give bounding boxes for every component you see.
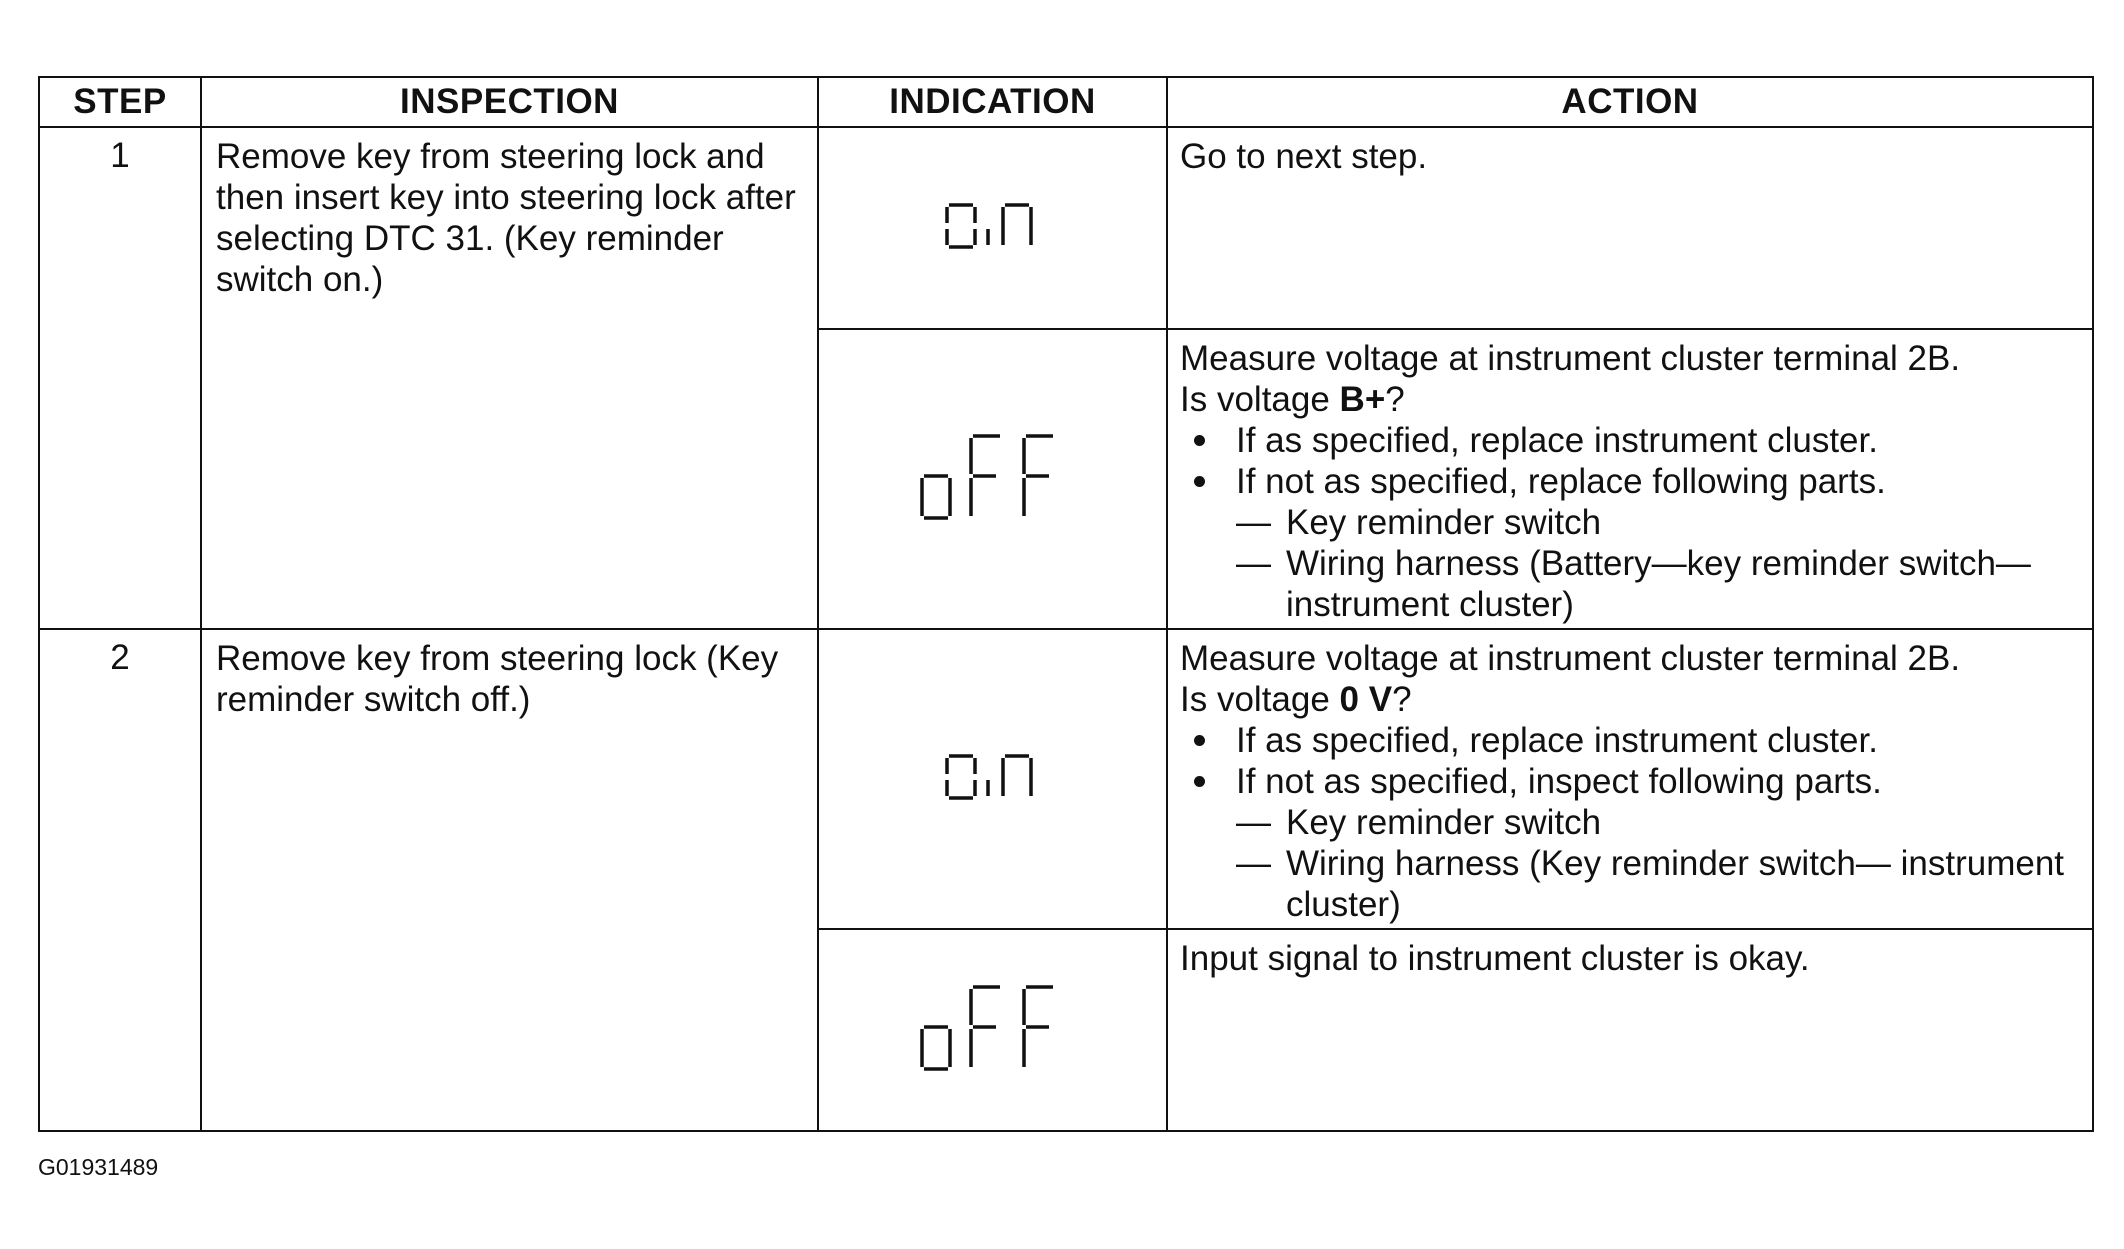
- action-question: [1180, 379, 2080, 420]
- indication-off-icon: [918, 434, 1068, 520]
- dash-mark: —: [1236, 844, 1271, 883]
- action-cell: [1167, 127, 2093, 329]
- diagnostic-table: [38, 76, 2094, 1132]
- list-item: If not as specified, replace following parts.: [1180, 461, 2080, 502]
- dash-item-text: Wiring harness (Battery—key reminder switch— instrument cluster): [1286, 544, 2031, 624]
- step-number: 2: [39, 629, 201, 1131]
- list-item: [1180, 502, 2080, 543]
- list-item: [1180, 802, 2080, 843]
- dash-mark: —: [1236, 803, 1271, 842]
- dash-list: [1180, 802, 2080, 925]
- step-number: 1: [39, 127, 201, 629]
- bullet-list: [1180, 420, 2080, 502]
- header-step: STEP: [39, 77, 201, 127]
- question-value: 0 V: [1339, 680, 1393, 719]
- action-text: Input signal to instrument cluster is okay.: [1180, 939, 1810, 978]
- action-text: Go to next step.: [1180, 137, 1428, 176]
- question-suffix: ?: [1392, 680, 1412, 719]
- header-indication: INDICATION: [818, 77, 1167, 127]
- dash-item-text: Wiring harness (Key reminder switch— instrument cluster): [1286, 844, 2065, 924]
- action-cell: [1167, 329, 2093, 629]
- dash-mark: —: [1236, 503, 1271, 542]
- inspection-text: Remove key from steering lock (Key reminder switch off.): [201, 629, 818, 1131]
- indication-on-icon: [943, 203, 1043, 249]
- dash-mark: —: [1236, 544, 1271, 583]
- header-row: [39, 77, 2093, 127]
- question-prefix: Is voltage: [1180, 680, 1340, 719]
- inspection-text: Remove key from steering lock and then insert key into steering lock after selecting DTC 31. (Key reminder switch on.): [201, 127, 818, 629]
- dash-list: [1180, 502, 2080, 625]
- action-line: Measure voltage at instrument cluster terminal 2B.: [1180, 339, 1961, 378]
- action-cell: [1167, 929, 2093, 1131]
- bullet-list: [1180, 720, 2080, 802]
- table-row: [39, 127, 2093, 329]
- indication-cell: [818, 929, 1167, 1131]
- action-cell: [1167, 629, 2093, 929]
- question-suffix: ?: [1385, 380, 1405, 419]
- action-question: [1180, 679, 2080, 720]
- figure-id: G01931489: [38, 1154, 159, 1180]
- list-item: [1180, 543, 2080, 625]
- list-item: If as specified, replace instrument cluster.: [1180, 720, 2080, 761]
- list-item: [1180, 843, 2080, 925]
- list-item: If as specified, replace instrument cluster.: [1180, 420, 2080, 461]
- header-inspection: INSPECTION: [201, 77, 818, 127]
- indication-off-icon: [918, 985, 1068, 1071]
- list-item: If not as specified, inspect following parts.: [1180, 761, 2080, 802]
- indication-cell: [818, 329, 1167, 629]
- question-value: B+: [1339, 380, 1386, 419]
- indication-cell: [818, 127, 1167, 329]
- indication-cell: [818, 629, 1167, 929]
- question-prefix: Is voltage: [1180, 380, 1340, 419]
- action-line: Measure voltage at instrument cluster terminal 2B.: [1180, 639, 1961, 678]
- dash-item-text: Key reminder switch: [1286, 503, 1602, 542]
- table-row: [39, 629, 2093, 929]
- indication-on-icon: [943, 754, 1043, 800]
- header-action: ACTION: [1167, 77, 2093, 127]
- dash-item-text: Key reminder switch: [1286, 803, 1602, 842]
